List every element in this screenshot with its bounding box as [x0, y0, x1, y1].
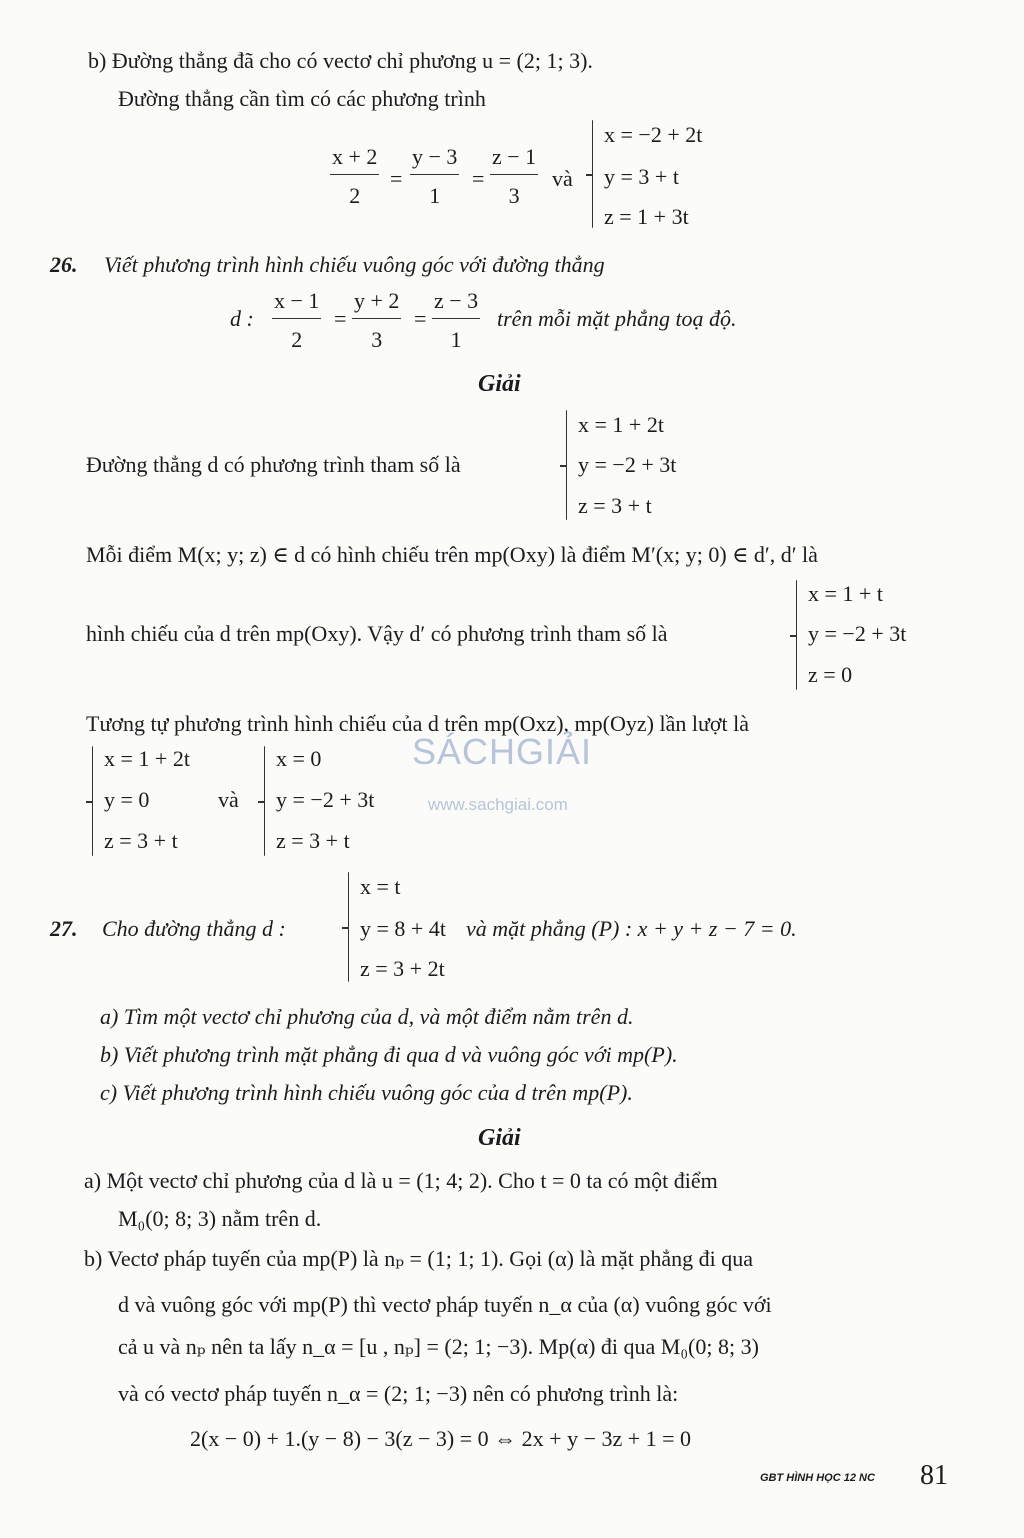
line-25b-2: Đường thẳng cần tìm có các phương trình — [118, 86, 486, 111]
system-line: z = 0 — [808, 662, 853, 687]
fraction: x − 1 2 — [274, 288, 320, 352]
system-line: y = −2 + 3t — [578, 452, 677, 477]
brace — [92, 746, 93, 856]
brace — [348, 872, 349, 982]
brace — [264, 746, 265, 856]
solution-26-line-2: Mỗi điểm M(x; y; z) ∈ d có hình chiếu trên mp(Oxy) là điểm M′(x; y; 0) ∈ d′, d′ là — [86, 542, 818, 567]
system-line: x = 1 + 2t — [104, 746, 190, 771]
solution-27-b-3: cả u và nₚ nên ta lấy n_α = [u , nₚ] = (2; 1; −3). Mp(α) đi qua M₀(0; 8; 3) — [118, 1334, 759, 1359]
watermark-url: www.sachgiai.com — [428, 795, 568, 814]
solution-27-a-1: a) Một vectơ chỉ phương của d là u = (1; 4; 2). Cho t = 0 ta có một điểm — [84, 1168, 718, 1193]
solution-27-b-2: d và vuông góc với mp(P) thì vectơ pháp tuyến n_α của (α) vuông góc với — [118, 1292, 772, 1317]
system-line: x = 0 — [276, 746, 322, 771]
solution-27-b-equation: 2(x − 0) + 1.(y − 8) − 3(z − 3) = 0 ⇔ 2x + y − 3z + 1 = 0 — [190, 1426, 692, 1451]
conjunction: và — [218, 787, 239, 812]
system-line: x = 1 + t — [808, 581, 883, 606]
system-line: z = 3 + t — [578, 493, 652, 518]
line-25b-1: b) Đường thẳng đã cho có vectơ chỉ phương u = (2; 1; 3). — [88, 48, 593, 73]
solution-heading: Giải — [478, 371, 521, 397]
solution-27-b-1: b) Vectơ pháp tuyến của mp(P) là nₚ = (1; 1; 1). Gọi (α) là mặt phẳng đi qua — [84, 1246, 753, 1271]
system-line: x = t — [360, 874, 401, 899]
fraction: y + 2 3 — [354, 288, 400, 352]
system-line: x = 1 + 2t — [578, 412, 664, 437]
system-line: y = 0 — [104, 787, 150, 812]
problem-number-26: 26. — [50, 252, 78, 277]
system-line: z = 1 + 3t — [604, 204, 689, 229]
brace — [566, 410, 567, 520]
problem-27-part-c: c) Viết phương trình hình chiếu vuông góc của d trên mp(P). — [100, 1080, 633, 1105]
brace — [796, 580, 797, 690]
solution-26-line-3: hình chiếu của d trên mp(Oxy). Vậy d′ có phương trình tham số là — [86, 621, 668, 646]
system-line: z = 3 + t — [276, 828, 350, 853]
problem-number-27: 27. — [50, 916, 78, 941]
equals-sign: = — [414, 306, 427, 331]
system-line: y = −2 + 3t — [808, 621, 907, 646]
problem-26-statement: Viết phương trình hình chiếu vuông góc với đường thẳng — [104, 252, 605, 277]
solution-26-line-4: Tương tự phương trình hình chiếu của d trên mp(Oxz), mp(Oyz) lần lượt là — [86, 711, 749, 736]
footer-book-title: GBT HÌNH HỌC 12 NC — [760, 1472, 875, 1484]
solution-26-line-1: Đường thẳng d có phương trình tham số là — [86, 452, 461, 477]
statement-tail: trên mỗi mặt phẳng toạ độ. — [497, 306, 737, 331]
system-line: y = 8 + 4t — [360, 916, 446, 941]
system-line: z = 3 + t — [104, 828, 178, 853]
page-number: 81 — [920, 1460, 948, 1491]
conjunction: và — [552, 166, 573, 191]
solution-heading: Giải — [478, 1125, 521, 1151]
fraction: z − 1 3 — [492, 144, 537, 208]
solution-27-b-4: và có vectơ pháp tuyến n_α = (2; 1; −3) nên có phương trình là: — [118, 1381, 679, 1406]
brace — [592, 120, 593, 228]
system-line: y = 3 + t — [604, 164, 679, 189]
fraction: z − 3 1 — [434, 288, 479, 352]
solution-27-a-2: M₀(0; 8; 3) nằm trên d. — [118, 1206, 322, 1231]
problem-27-part-b: b) Viết phương trình mặt phẳng đi qua d và vuông góc với mp(P). — [100, 1042, 678, 1067]
equals-sign: = — [472, 166, 485, 191]
problem-27-plane: và mặt phẳng (P) : x + y + z − 7 = 0. — [466, 916, 797, 941]
system-line: y = −2 + 3t — [276, 787, 375, 812]
problem-27-statement: Cho đường thẳng d : — [102, 916, 286, 941]
line-label: d : — [230, 306, 254, 331]
watermark-logo: SÁCHGIẢI — [412, 731, 593, 772]
equals-sign: = — [390, 166, 403, 191]
fraction: y − 3 1 — [412, 144, 458, 208]
system-line: z = 3 + 2t — [360, 956, 445, 981]
equals-sign: = — [334, 306, 347, 331]
system-line: x = −2 + 2t — [604, 122, 703, 147]
problem-27-part-a: a) Tìm một vectơ chỉ phương của d, và một điểm nằm trên d. — [100, 1004, 634, 1029]
fraction: x + 2 2 — [332, 144, 378, 208]
